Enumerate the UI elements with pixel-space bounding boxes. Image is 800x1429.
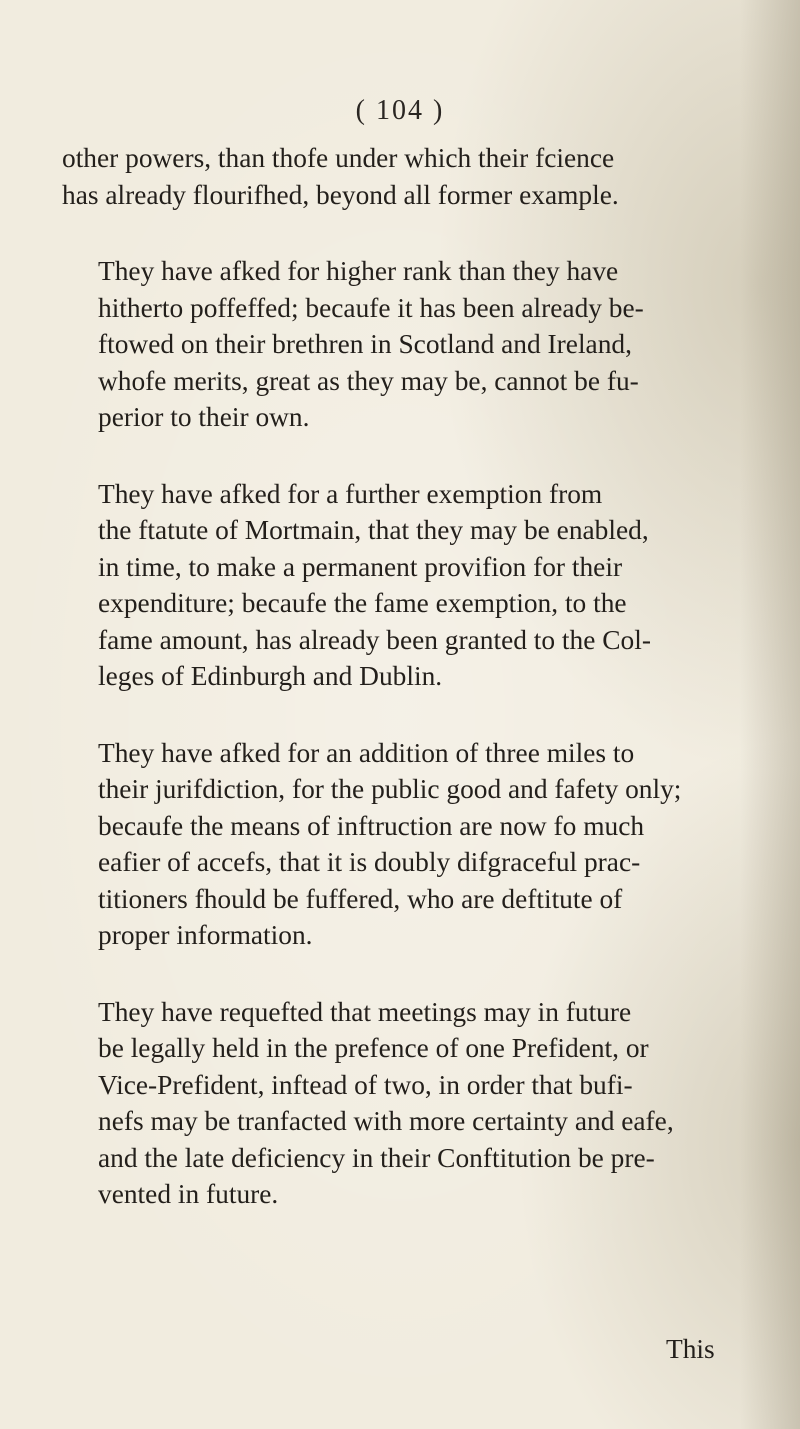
text-line: becaufe the means of inftruction are now fo much bbox=[98, 810, 645, 841]
text-line: their jurifdiction, for the public good and fafety only; bbox=[98, 774, 682, 804]
text-line: fame amount, has already been granted to the Col- bbox=[98, 624, 651, 655]
page-edge-shadow bbox=[740, 0, 800, 1429]
text-line: They have afked for an addition of three miles to bbox=[98, 737, 635, 768]
text-line: proper information. bbox=[98, 920, 313, 950]
body-text bbox=[62, 140, 744, 1253]
page-number: ( 104 ) bbox=[355, 95, 445, 126]
paragraph-5 bbox=[62, 994, 744, 1213]
text-line: the ftatute of Mortmain, that they may be enabled, bbox=[98, 515, 649, 545]
paragraph-2 bbox=[62, 253, 744, 436]
text-line: eafier of accefs, that it is doubly difgraceful prac- bbox=[98, 847, 641, 877]
text-line: whofe merits, great as they may be, cannot be fu- bbox=[98, 365, 639, 396]
text-line: They have afked for a further exemption from bbox=[98, 478, 603, 509]
text-line: They have afked for higher rank than they have bbox=[98, 256, 619, 286]
text-line: perior to their own. bbox=[98, 402, 310, 432]
text-line: expenditure; becaufe the fame exemption, to the bbox=[98, 588, 627, 618]
text-line: titioners fhould be fuffered, who are deftitute of bbox=[98, 883, 623, 914]
paragraph-3 bbox=[62, 476, 744, 695]
text-line: in time, to make a permanent provifion for their bbox=[98, 551, 623, 582]
text-line: vented in future. bbox=[98, 1179, 279, 1209]
text-line: Vice-Prefident, inftead of two, in order that bufi- bbox=[98, 1069, 633, 1100]
paragraph-1 bbox=[62, 140, 744, 213]
text-line: hitherto poffeffed; becaufe it has been already be- bbox=[98, 292, 644, 323]
text-line: nefs may be tranfacted with more certainty and eafe, bbox=[98, 1106, 674, 1136]
text-line: ftowed on their brethren in Scotland and Ireland, bbox=[98, 329, 632, 359]
text-line: be legally held in the prefence of one Prefident, or bbox=[98, 1033, 649, 1063]
text-line: other powers, than thofe under which their fcience bbox=[62, 143, 615, 173]
catchword: This bbox=[666, 1334, 715, 1364]
text-line: They have requefted that meetings may in future bbox=[98, 996, 632, 1027]
text-line: and the late deficiency in their Conftitution be pre- bbox=[98, 1142, 655, 1173]
paragraph-4 bbox=[62, 735, 744, 954]
text-line: leges of Edinburgh and Dublin. bbox=[98, 661, 443, 691]
text-line: has already flourifhed, beyond all former example. bbox=[62, 179, 619, 210]
